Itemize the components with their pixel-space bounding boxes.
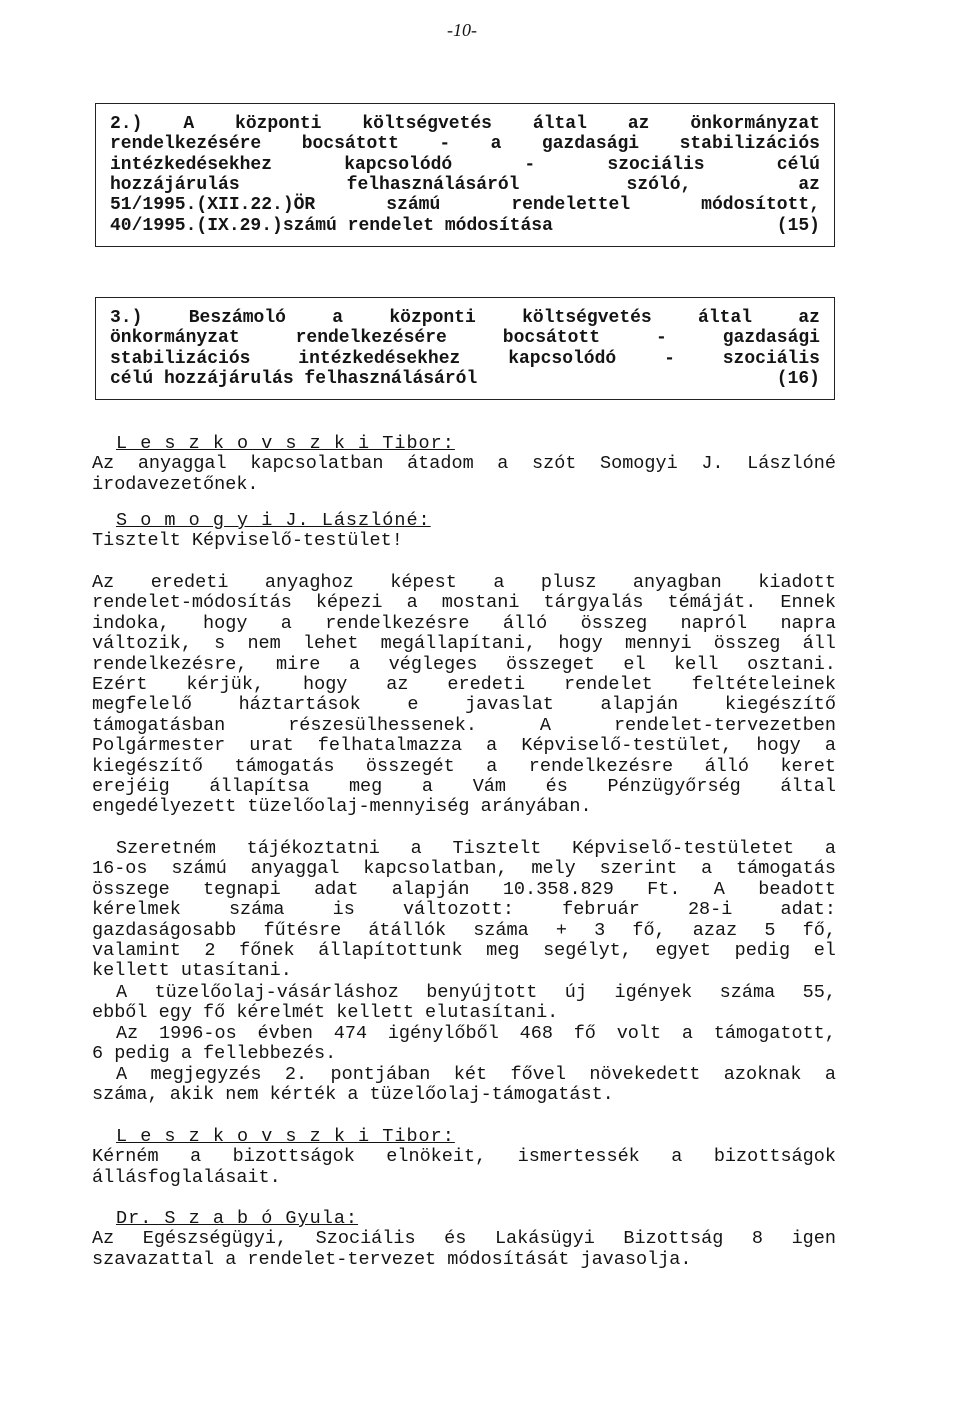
word: el	[813, 940, 836, 962]
word: bocsátott	[301, 134, 399, 155]
word: meg	[486, 940, 520, 962]
word: Polgármester	[92, 735, 226, 757]
word: szerint	[599, 858, 678, 880]
word: rendelkezésére	[295, 328, 447, 349]
word: Tisztelt	[452, 838, 542, 859]
word: száma	[473, 919, 529, 941]
text-line	[92, 859, 836, 879]
word: anyaghoz	[264, 572, 354, 593]
word: összeg	[580, 612, 648, 634]
word: áll	[802, 633, 836, 655]
word: Bizottság	[623, 1228, 724, 1250]
word: alapján	[600, 694, 679, 716]
text-line: irodavezetőnek.	[92, 473, 259, 495]
box-line	[110, 216, 820, 236]
word: a	[824, 838, 836, 859]
word: Az	[92, 1228, 115, 1250]
word: meg	[348, 776, 383, 798]
word: a	[490, 134, 502, 155]
word: átadom	[407, 453, 474, 475]
word: adat:	[780, 899, 836, 921]
box-line	[110, 175, 820, 195]
speaker-name: L e s z k o v s z k i Tibor:	[116, 433, 455, 454]
word: Az	[92, 453, 115, 475]
box-line	[110, 195, 820, 215]
word: költségvetés	[362, 114, 492, 134]
word: igen	[791, 1228, 836, 1250]
text-line	[92, 593, 836, 613]
word: változott:	[402, 899, 514, 921]
word: mostani	[441, 592, 520, 614]
word: szót	[531, 453, 577, 475]
word: központi	[389, 308, 476, 328]
word: évben	[257, 1023, 313, 1044]
text-line	[92, 1229, 836, 1249]
speech-text	[92, 454, 836, 495]
text-line	[92, 634, 836, 654]
word: 2.	[284, 1064, 308, 1085]
word: Lakásügyi	[494, 1228, 595, 1250]
word: megállapítani,	[380, 633, 537, 655]
word: költségvetés	[522, 308, 652, 328]
word: mire	[275, 653, 321, 675]
text-line	[92, 839, 836, 859]
text-line: száma, akik nem kérték a tüzelőolaj-támogatást.	[92, 1084, 614, 1106]
word: a	[406, 592, 418, 614]
word: számú	[171, 858, 227, 880]
word: kapcsolódó	[508, 348, 617, 369]
word: stabilizációs	[110, 348, 251, 369]
word: 5	[764, 919, 776, 941]
word: plusz	[540, 572, 597, 593]
word: Képviselő-testületet	[572, 838, 795, 859]
text-line	[92, 655, 836, 675]
text-line	[92, 921, 836, 941]
word: növekedett	[589, 1064, 701, 1085]
word: február	[562, 899, 640, 921]
word: rendelet-módosítás	[92, 592, 292, 614]
word: A	[116, 982, 128, 1003]
text-line	[92, 757, 836, 777]
word: el	[623, 653, 646, 675]
word: Lászlóné	[747, 453, 836, 475]
word: valamint	[92, 940, 181, 962]
word: napra	[780, 612, 836, 634]
word: a	[824, 735, 836, 757]
speech-text	[92, 1229, 836, 1270]
text-line	[92, 1065, 836, 1085]
word: által	[780, 776, 836, 798]
word: gazdasági	[541, 134, 640, 155]
text-line	[92, 736, 836, 756]
text-line	[92, 880, 836, 900]
word: álló	[502, 612, 548, 634]
word: hozzájárulás	[110, 174, 240, 195]
word: támogatás	[234, 755, 335, 777]
word: 55,	[802, 982, 836, 1003]
word: J.	[701, 453, 724, 475]
word: is	[332, 899, 355, 921]
word: főnek	[239, 940, 295, 962]
word: a	[348, 653, 361, 675]
word: kiegészítő	[92, 755, 204, 777]
word: (15)	[776, 215, 820, 236]
speech-leszkovszki-1	[92, 434, 836, 495]
word: kapcsolatban	[250, 453, 384, 475]
word: A	[539, 714, 551, 736]
text-line	[92, 716, 836, 736]
agenda-item-2-box	[95, 103, 835, 247]
word: kapcsolatban,	[363, 858, 508, 880]
word: -	[524, 154, 536, 175]
text-line: engedélyezett tüzelőolaj-mennyiség arányában.	[92, 796, 592, 818]
word: segélyt,	[543, 940, 632, 962]
word: adat	[314, 878, 359, 900]
word: 8	[751, 1228, 764, 1250]
word: és	[444, 1228, 467, 1250]
word: keret	[780, 755, 836, 777]
paragraph-4	[92, 1024, 836, 1065]
word: erejéig	[92, 776, 170, 798]
word: új	[564, 982, 588, 1003]
text-line	[92, 900, 836, 920]
word: álló	[704, 755, 749, 777]
text-line	[92, 777, 836, 797]
word: feltételeinek	[691, 674, 836, 696]
word: 2.)	[110, 114, 143, 134]
word: összeg	[713, 633, 781, 655]
word: Ezért	[92, 674, 148, 696]
word: intézkedésekhez	[298, 348, 461, 369]
text-line	[92, 675, 836, 695]
word: rendelettel	[511, 195, 631, 216]
word: Szeretném	[116, 838, 216, 859]
word: 28-i	[687, 899, 733, 921]
page-number: -10-	[447, 20, 477, 40]
word: tájékoztatni	[246, 838, 380, 859]
text-line	[92, 983, 836, 1003]
word: és	[545, 776, 568, 798]
word: központi	[235, 114, 322, 134]
word: mennyi	[624, 633, 692, 655]
word: Az	[116, 1023, 139, 1044]
word: fővel	[510, 1064, 566, 1085]
word: által	[698, 308, 753, 328]
text-line	[92, 573, 836, 593]
word: Egészségügyi,	[142, 1228, 288, 1250]
text-line	[92, 1024, 836, 1044]
word: eredeti	[447, 674, 526, 696]
word: gazdaságosabb	[92, 919, 237, 941]
word: rendelkezésre	[528, 755, 674, 777]
word: hogy	[203, 612, 248, 634]
word: tárgyalás	[543, 592, 644, 614]
word: tüzelőolaj-vásárláshoz	[154, 982, 399, 1003]
box-line	[110, 155, 820, 175]
word: támogatás	[736, 858, 836, 880]
speaker-name: L e s z k o v s z k i Tibor:	[116, 1126, 455, 1147]
word: a	[824, 1064, 836, 1085]
word: önkormányzat	[110, 328, 240, 349]
word: beadott	[758, 878, 836, 900]
text-line: ebből egy fő kérelmét kellett elutasítani.	[92, 1002, 559, 1024]
speech-leszkovszki-2	[92, 1127, 836, 1188]
word: +	[555, 919, 567, 941]
word: mely	[531, 858, 576, 880]
word: a	[421, 776, 434, 798]
word: részesülhessenek.	[288, 714, 477, 736]
word: lehet	[302, 633, 359, 655]
word: rendelet	[563, 674, 653, 696]
word: pedig	[734, 940, 791, 962]
speaker-name: Dr. S z a b ó Gyula:	[116, 1208, 359, 1229]
word: volt	[616, 1023, 662, 1044]
word: célú hozzájárulás felhasználásáról	[110, 368, 478, 389]
word: a	[332, 308, 344, 328]
word: az	[798, 308, 820, 328]
word: osztani.	[747, 653, 836, 675]
paragraph-5	[92, 1065, 836, 1106]
word: fő	[573, 1023, 596, 1044]
word: állapítottunk	[318, 940, 463, 962]
word: alapján	[391, 878, 470, 900]
word: által	[532, 114, 587, 134]
word: számú	[386, 195, 441, 216]
paragraph-2	[92, 839, 836, 982]
word: hogy	[302, 674, 348, 696]
word: az	[386, 674, 409, 696]
speech-szabo	[92, 1209, 836, 1270]
word: hogy	[756, 735, 801, 757]
paragraph-1	[92, 573, 836, 818]
word: a	[701, 858, 713, 880]
word: azoknak	[723, 1064, 802, 1085]
word: megfelelő	[92, 694, 192, 716]
word: A	[183, 114, 195, 134]
word: Pénzügyőrség	[607, 776, 741, 798]
word: Kérném	[92, 1146, 159, 1168]
word: témáját.	[667, 592, 757, 614]
word: változik,	[92, 633, 192, 655]
word: kiadott	[758, 572, 836, 593]
box-line	[110, 114, 820, 134]
word: stabilizációs	[679, 134, 820, 155]
word: képest	[390, 572, 457, 593]
word: felhasználásáról	[346, 174, 520, 195]
word: a	[681, 1023, 693, 1044]
word: a	[486, 735, 498, 757]
word: 474	[333, 1023, 368, 1044]
word: 10.358.829	[502, 878, 614, 900]
word: Somogyi	[600, 453, 678, 475]
word: támogatott,	[713, 1023, 836, 1044]
word: -	[655, 328, 667, 349]
word: azaz	[692, 919, 738, 941]
word: 468	[519, 1023, 553, 1044]
word: bizottságok	[713, 1146, 836, 1168]
word: eredeti	[150, 572, 229, 593]
word: a	[671, 1146, 683, 1168]
word: rendelet-tervezetben	[613, 714, 836, 736]
word: napról	[680, 612, 748, 634]
box-line	[110, 134, 820, 154]
box-line	[110, 369, 820, 389]
word: kérjük,	[186, 674, 265, 696]
word: a	[493, 572, 505, 593]
word: módosított,	[701, 195, 820, 216]
word: Ennek	[780, 592, 836, 614]
word: célú	[776, 154, 820, 175]
speech-text	[92, 1147, 836, 1188]
word: képezi	[315, 592, 383, 614]
word: egyet	[655, 940, 711, 962]
word: Beszámoló	[188, 308, 286, 328]
word: A	[713, 878, 725, 900]
word: kérelmek	[92, 899, 181, 921]
word: rendelkezésére	[110, 134, 262, 155]
agenda-item-3-box	[95, 297, 835, 400]
word: összegét	[365, 755, 455, 777]
word: átállók	[368, 919, 447, 941]
word: bocsátott	[502, 328, 601, 349]
word: támogatásban	[92, 714, 226, 736]
word: Vám	[472, 776, 506, 798]
word: benyújtott	[426, 982, 538, 1003]
text-line	[92, 1147, 836, 1167]
word: az	[627, 114, 650, 134]
word: felhatalmazza	[317, 735, 463, 757]
word: gazdasági	[722, 328, 820, 349]
word: a	[410, 838, 422, 859]
word: elnökeit,	[386, 1146, 487, 1168]
word: javaslat	[465, 694, 554, 716]
text-line: 6 pedig a fellebbezés.	[92, 1043, 337, 1065]
text-line	[92, 614, 836, 634]
word: háztartások	[238, 694, 361, 716]
word: Szociális	[315, 1228, 416, 1250]
word: indoka,	[92, 612, 170, 634]
word: -	[439, 134, 451, 155]
word: fő,	[802, 919, 836, 941]
word: 2	[204, 940, 216, 962]
word: ismertessék	[517, 1146, 640, 1168]
word: 3	[594, 919, 606, 941]
word: a	[190, 1146, 202, 1168]
word: két	[453, 1064, 488, 1085]
word: rendelkezésre,	[92, 653, 248, 675]
word: 16-os	[92, 858, 148, 880]
word: végleges	[388, 653, 478, 675]
word: Képviselő-testület,	[521, 735, 733, 757]
word: szóló,	[626, 174, 692, 195]
word: száma	[719, 982, 776, 1003]
word: igénylőből	[387, 1023, 499, 1044]
box-line	[110, 349, 820, 369]
word: igények	[614, 982, 693, 1003]
word: megjegyzés	[150, 1064, 262, 1085]
word: kapcsolódó	[344, 154, 453, 175]
word: fő,	[632, 919, 666, 941]
word: anyaggal	[137, 453, 227, 475]
word: kell	[674, 653, 719, 675]
word: s	[214, 633, 226, 655]
box-line	[110, 328, 820, 348]
word: szociális	[607, 154, 705, 175]
word: a	[280, 612, 292, 634]
word: anyaggal	[250, 858, 340, 880]
word: Ft.	[647, 878, 681, 900]
text-line	[92, 941, 836, 961]
word: kiegészítő	[724, 694, 836, 716]
word: összeget	[505, 653, 595, 675]
word: tegnapi	[203, 878, 281, 900]
word: 3.)	[110, 308, 143, 328]
word: bizottságok	[232, 1146, 355, 1168]
word: a	[497, 453, 509, 475]
word: hogy	[558, 633, 603, 655]
word: 40/1995.(IX.29.)számú rendelet módosítása	[110, 215, 553, 236]
speaker-name: S o m o g y i J. Lászlóné:	[116, 510, 431, 531]
greeting: Tisztelt Képviselő-testület!	[92, 530, 403, 552]
text-line: állásfoglalásait.	[92, 1166, 281, 1188]
word: az	[798, 174, 820, 195]
word: nem	[247, 633, 281, 655]
word: A	[116, 1064, 128, 1085]
word: önkormányzat	[690, 114, 820, 134]
word: fűtésre	[263, 919, 342, 941]
word: urat	[249, 735, 294, 757]
word: (16)	[776, 368, 820, 389]
word: pontjában	[330, 1064, 431, 1085]
word: 51/1995.(XII.22.)ÖR	[110, 195, 316, 216]
word: e	[407, 694, 419, 716]
word: rendelkezésre	[325, 612, 470, 634]
text-line: szavazattal a rendelet-tervezet módosítását javasolja.	[92, 1248, 692, 1270]
text-line	[92, 695, 836, 715]
word: szociális	[722, 348, 820, 369]
word: száma	[228, 899, 285, 921]
word: összege	[92, 878, 170, 900]
word: állapítsa	[209, 776, 310, 798]
text-line: kellett utasítani.	[92, 960, 292, 982]
word: Az	[92, 572, 115, 593]
speech-somogyi	[92, 511, 836, 552]
word: -	[664, 348, 675, 369]
word: 1996-os	[158, 1023, 237, 1044]
word: anyagban	[632, 572, 722, 593]
paragraph-3	[92, 983, 836, 1024]
word: a	[486, 755, 498, 777]
text-line	[92, 454, 836, 474]
box-line	[110, 308, 820, 328]
word: intézkedésekhez	[110, 154, 273, 175]
